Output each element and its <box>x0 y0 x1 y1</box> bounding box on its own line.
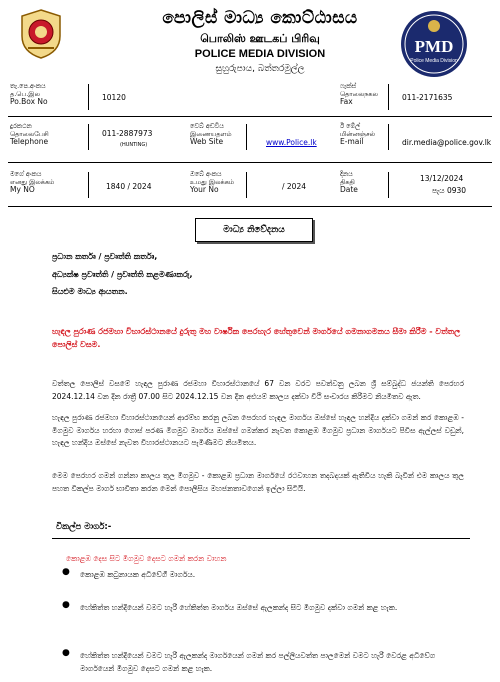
your-no-label: ඔබේ අංකය உமது இலக்கம் Your No <box>190 170 235 194</box>
telephone-label: දුරකථන தொலைபேசி Telephone <box>10 122 49 146</box>
divider <box>8 162 492 163</box>
alternative-item: හේකිත්ත හන්දියෙන් වමට හැරී හේකිත්ත මාර්ගය ඔස්සේ ඇලකන්ද සිට මීගමුව දක්වා ගමන් කළ හැක. <box>80 603 398 612</box>
svg-text:PMD: PMD <box>414 37 454 56</box>
bracket <box>88 172 99 198</box>
svg-text:Police Media Division: Police Media Division <box>410 58 458 64</box>
media-release-heading: මාධ්‍ය නිවේදනය <box>195 218 313 242</box>
website-label: වෙබ් අඩවිය இணையதளம் Web Site <box>190 122 232 146</box>
bracket <box>388 124 399 150</box>
date-value: 13/12/2024 <box>420 174 464 183</box>
alternative-item: හේකිත්ත හන්දියෙන් වමට හැරී ඇලකන්ද මාර්ගයෙන් ගමන් කර පල්ලියවත්ත පාලමෙන් වමට හැරී වෙරළ අධිවේග මාර්ගයෙන් මීගමුව දෙසට ගමන් කළ හැක. <box>80 651 436 673</box>
fax-label: ෆැක්ස් தொலைநகல Fax <box>340 82 378 106</box>
bracket <box>388 172 399 198</box>
subject-line: හැඳල පුරාණ රජමහා විහාරස්ථානයේ දුරුතු මහ වාර්ෂික පෙරහැර හේතුවෙන් මාර්ගයේ ගමනාගමනය සීමා කිරීම - වත්තල පොලිස් වසම. <box>52 327 461 349</box>
pmd-logo <box>400 10 468 78</box>
bullet-icon: ● <box>62 600 70 610</box>
recipient-line: අධ්‍යක්ෂ ප්‍රවෘත්ති / ප්‍රවෘත්ති කළමණාකරු, <box>52 270 193 279</box>
divider <box>8 116 492 117</box>
bullet-icon: ● <box>62 648 70 658</box>
time-value: පැය 0930 <box>432 186 467 195</box>
recipient-line: ප්‍රධාන කර්තෘ / ප්‍රවෘත්ති කර්තෘ, <box>52 252 158 261</box>
body-paragraph: වත්තල පොලිස් වසමේ හැඳල පුරාණ රජමහා විහාරස්ථානයේ 67 වන වරට පවත්වනු ලබන ශ්‍රී සම්බුද්ධ ජයන්ති පෙරහර 2024.12.14 වන දින රාත්‍රී 07.00 සිට 2024.12.15 වන දින අළුයම් කාලය දක්වා වීථි සංචාරය කිරීමට නියමිතව ඇත. <box>52 379 464 401</box>
header-title-tamil: பொலிஸ் ஊடகப் பிரிவு <box>200 32 320 45</box>
bracket <box>88 84 99 110</box>
bracket <box>88 124 99 150</box>
email-label: ඊ මේල් மின்னஞ்சல் E-mail <box>340 122 375 146</box>
body-paragraph: මෙම පෙරහර ගමන් ගන්නා කාලය තුල මීගමුව - කොළඹ ප්‍රධාන මාර්ගයේ රථවාහන තදබදයක් ඇතිවිය හැකි බැවින් එම කාලය තුල පහත විකල්ප මාර්ග භාවිතා කරන මෙන් පොලිසිය මහජනතාවගෙන් ඉල්ලා සිටියි. <box>52 471 464 493</box>
website-link[interactable]: www.Police.lk <box>266 138 317 147</box>
my-no-label: මගේ අංකය எனது இலக்கம் My NO <box>10 170 55 194</box>
header-address: සුහුරුපාය, බත්තරමුල්ල <box>215 64 305 74</box>
header-title-english: POLICE MEDIA DIVISION <box>194 48 326 60</box>
telephone-value: 011-2887973 <box>102 129 153 138</box>
email-value[interactable]: dir.media@police.gov.lk <box>402 138 492 147</box>
alternative-heading: කොළඹ දෙස සිට මීගමුව දෙසට ගමන් කරන වාහන <box>66 554 227 563</box>
my-no-value: 1840 / 2024 <box>106 182 152 191</box>
bracket <box>246 124 257 150</box>
pobox-label: තැ.පෙ.අංකය த.பெ.இல Po.Box No <box>10 82 48 106</box>
alternative-item: කොළඹ කටුනායක අධිවේගී මාර්ගය. <box>80 570 196 579</box>
divider <box>8 206 492 207</box>
police-seal-logo <box>18 8 64 60</box>
alternatives-rule <box>52 538 470 539</box>
fax-value: 011-2171635 <box>402 93 453 102</box>
header-title-sinhala: පොලිස් මාධ්‍ය කොට්ඨාසය <box>162 8 358 28</box>
date-label: දිනය திகதி Date <box>340 170 358 194</box>
bracket <box>388 84 399 110</box>
your-no-value: / 2024 <box>282 182 306 191</box>
alternatives-title: විකල්ප මාර්ග:- <box>56 522 112 532</box>
body-paragraph: හැඳල පුරාණ රජමහා විහාරස්ථානයෙන් ආරම්භ කරනු ලබන පෙරහර හැඳල මාර්ගය ඔස්සේ හැඳල හන්දිය දක්වා ගමන් කර කොළඹ - මීගමුව මාර්ගය හරහා ගොස් පරණ මීගමුව මාර්ගය ඔස්සේ ගමන්කර නැවත කොළඹ මීගමුව ප්‍රධාන මාර්ගයට පිවිස ඇල්ලස් වඩුන්, හැඳල හන්දිය ඔස්සේ නැවත විහාරස්ථානයට පැමිණීමට නියමිතය. <box>52 413 464 447</box>
recipient-line: සියළුම මාධ්‍ය ආයතන. <box>52 287 128 296</box>
bracket <box>246 172 257 198</box>
bullet-icon: ● <box>62 567 70 577</box>
pobox-value: 10120 <box>102 93 126 102</box>
telephone-note: (HUNTING) <box>120 142 148 148</box>
